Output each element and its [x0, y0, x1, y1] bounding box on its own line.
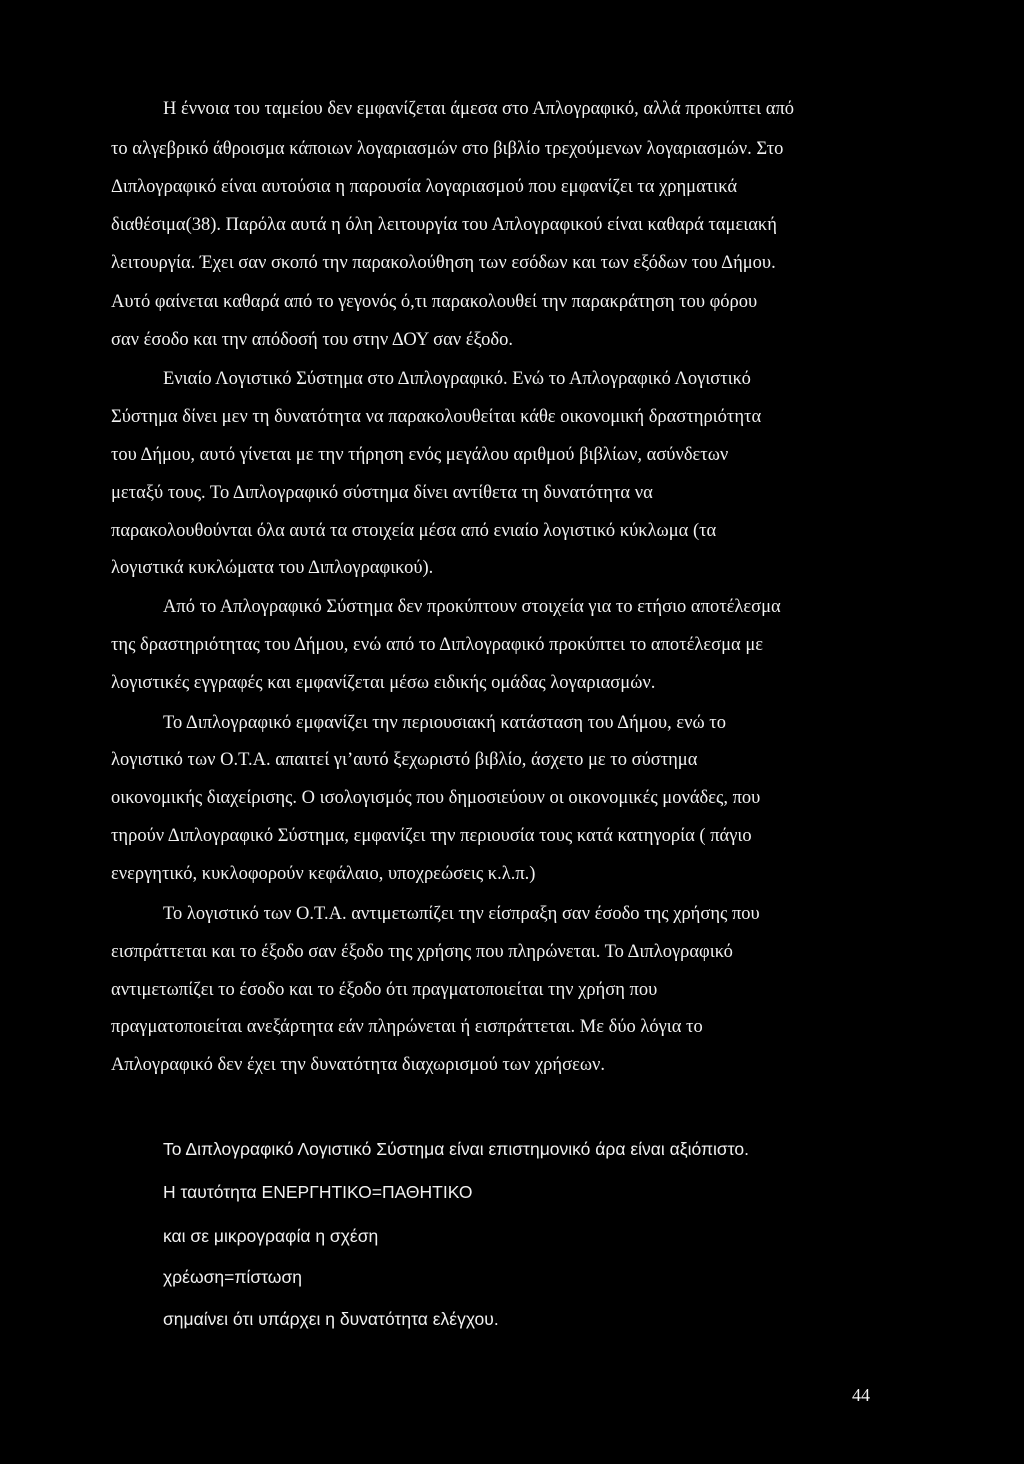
paragraph-4-line-4: τηρούν Διπλογραφικό Σύστημα, εμφανίζει την περιουσία τους κατά κατηγορία ( πάγιο — [111, 826, 752, 846]
paragraph-2-line-6: λογιστικά κυκλώματα του Διπλογραφικού). — [111, 558, 434, 578]
closing-line-2: Η ταυτότητα ΕΝΕΡΓΗΤΙΚΟ=ΠΑΘΗΤΙΚΟ — [163, 1182, 473, 1202]
closing-line-4: χρέωση=πίστωση — [163, 1267, 302, 1287]
page-number: 44 — [852, 1385, 870, 1405]
paragraph-4-line-3: οικονομικής διαχείρισης. Ο ισολογισμός που δημοσιεύουν οι οικονομικές μονάδες, που — [111, 788, 761, 808]
paragraph-2-line-3: του Δήμου, αυτό γίνεται με την τήρηση ενός μεγάλου αριθμού βιβλίων, ασύνδετων — [111, 445, 729, 465]
paragraph-4-line-5: ενεργητικό, κυκλοφορούν κεφάλαιο, υποχρεώσεις κ.λ.π.) — [111, 864, 536, 884]
paragraph-5-line-5: Απλογραφικό δεν έχει την δυνατότητα διαχωρισμού των χρήσεων. — [111, 1055, 605, 1075]
paragraph-2-line-4: μεταξύ τους. Το Διπλογραφικό σύστημα δίνει αντίθετα τη δυνατότητα να — [111, 483, 653, 503]
paragraph-1-line-1: Η έννοια του ταμείου δεν εμφανίζεται άμεσα στο Απλογραφικό, αλλά προκύπτει από — [163, 99, 795, 119]
paragraph-4-line-2: λογιστικό των Ο.Τ.Α. απαιτεί γι’αυτό ξεχωριστό βιβλίο, άσχετο με το σύστημα — [111, 750, 698, 770]
closing-line-5: σημαίνει ότι υπάρχει η δυνατότητα ελέγχου. — [163, 1309, 499, 1329]
closing-line-3: και σε μικρογραφία η σχέση — [163, 1226, 379, 1246]
paragraph-4-line-1: Το Διπλογραφικό εμφανίζει την περιουσιακή κατάσταση του Δήμου, ενώ το — [163, 713, 726, 733]
paragraph-1-line-3: Διπλογραφικό είναι αυτούσια η παρουσία λογαριασμού που εμφανίζει τα χρηματικά — [111, 177, 738, 197]
paragraph-5-line-1: Το λογιστικό των Ο.Τ.Α. αντιμετωπίζει την είσπραξη σαν έσοδο της χρήσης που — [163, 904, 760, 924]
paragraph-5-line-3: αντιμετωπίζει το έσοδο και το έξοδο ότι πραγματοποιείται την χρήση που — [111, 980, 658, 1000]
paragraph-1-line-2: το αλγεβρικό άθροισμα κάποιων λογαριασμών στο βιβλίο τρεχούμενων λογαριασμών. Στο — [111, 139, 784, 159]
paragraph-1-line-7: σαν έσοδο και την απόδοσή του στην ΔΟΥ σαν έξοδο. — [111, 330, 513, 350]
paragraph-3-line-2: της δραστηριότητας του Δήμου, ενώ από το Διπλογραφικό προκύπτει το αποτέλεσμα με — [111, 635, 764, 655]
paragraph-1-line-4: διαθέσιμα(38). Παρόλα αυτά η όλη λειτουργία του Απλογραφικού είναι καθαρά ταμειακή — [111, 215, 777, 235]
paragraph-1-line-6: Αυτό φαίνεται καθαρά από το γεγονός ό,τι παρακολουθεί την παρακράτηση του φόρου — [111, 292, 758, 312]
paragraph-5-line-2: εισπράττεται και το έξοδο σαν έξοδο της χρήσης που πληρώνεται. Το Διπλογραφικό — [111, 942, 733, 962]
paragraph-1-line-5: λειτουργία. Έχει σαν σκοπό την παρακολούθηση των εσόδων και των εξόδων του Δήμου. — [111, 253, 776, 273]
paragraph-2-line-5: παρακολουθούνται όλα αυτά τα στοιχεία μέσα από ενιαίο λογιστικό κύκλωμα (τα — [111, 521, 717, 541]
paragraph-2-line-2: Σύστημα δίνει μεν τη δυνατότητα να παρακολουθείται κάθε οικονομική δραστηριότητα — [111, 407, 762, 427]
closing-line-1: Το Διπλογραφικό Λογιστικό Σύστημα είναι επιστημονικό άρα είναι αξιόπιστο. — [163, 1139, 749, 1159]
paragraph-3-line-1: Από το Απλογραφικό Σύστημα δεν προκύπτουν στοιχεία για το ετήσιο αποτέλεσμα — [163, 597, 781, 617]
paragraph-5-line-4: πραγματοποιείται ανεξάρτητα εάν πληρώνεται ή εισπράττεται. Με δύο λόγια το — [111, 1017, 703, 1037]
paragraph-2-line-1: Ενιαίο Λογιστικό Σύστημα στο Διπλογραφικό. Ενώ το Απλογραφικό Λογιστικό — [163, 369, 751, 389]
paragraph-3-line-3: λογιστικές εγγραφές και εμφανίζεται μέσω ειδικής ομάδας λογαριασμών. — [111, 673, 656, 693]
